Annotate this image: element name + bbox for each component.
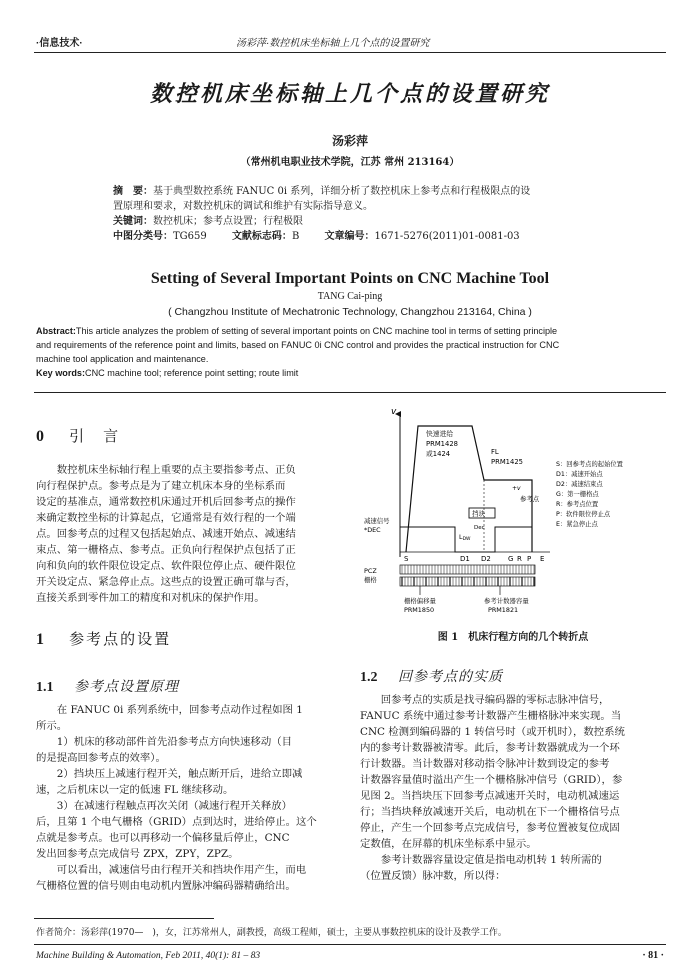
cn-keywords-label: 关键词： (113, 216, 153, 227)
para-line: 发出回参考点完成信号 ZPX，ZPY，ZPZ。 (36, 848, 239, 860)
block-label: 挡块 (472, 510, 486, 518)
author-bio: 作者简介：汤彩萍(1970— )，女，江苏常州人，副教授，高级工程师，硕士，主要从事数控机床的设计及教学工作。 (36, 928, 507, 938)
legend-item: E：紧急停止点 (556, 521, 598, 528)
en-abstract-l2: and requirements of the reference point and limits, based on FANUC 0i CNC control and provides the practical instruction for CNC (36, 340, 560, 350)
intro-line: 向行程保护点。参考点是为了建立机床本身的坐标系而 (36, 480, 286, 492)
running-title: 汤彩萍·数控机床坐标轴上几个点的设置研究 (236, 38, 430, 49)
en-affiliation: ( Changzhou Institute of Mechatronic Technology, Changzhou 213164, China ) (168, 306, 532, 318)
pos-s: S (404, 555, 409, 563)
figure-caption: 图 1 机床行程方向的几个转折点 (437, 632, 589, 643)
para-line: 参考计数器容量设定值是指电动机转 1 转所需的 (380, 854, 602, 866)
intro-line: 向和负向的软件限位设定点、软件限位停止点、硬件限位 (36, 560, 296, 572)
section-0-title: 引 言 (69, 427, 121, 445)
para-line: CNC 检测到编码器的 1 转信号时（或开机时），数控系统 (360, 726, 625, 738)
section-1-2-body (360, 692, 666, 884)
para-line: 行；当挡块释放减速开关后，电动机在下一个栅格信号点 (360, 806, 620, 818)
cn-title: 数控机床坐标轴上几个点的设置研究 (149, 81, 550, 107)
legend-item: D2：减速结束点 (556, 481, 603, 488)
para-line: 3）在减速行程触点再次关闭（减速行程开关释放） (56, 800, 292, 812)
para-line: 可以看出，减速信号由行程开关和挡块作用产生，而电 (56, 864, 307, 876)
ldw-sub: DW (462, 537, 471, 542)
header-rule (34, 52, 666, 53)
section-1-1-heading (36, 676, 179, 696)
para-line: （位置反馈）脉冲数，所以得： (360, 870, 506, 882)
legend-item: G：第一栅格点 (556, 491, 599, 498)
prm1821-label: PRM1821 (488, 606, 519, 614)
article-label: 文章编号： (324, 231, 375, 242)
journal-citation: Machine Building & Automation, Feb 2011, 40(1): 81 – 83 (36, 951, 261, 961)
pos-p: P (527, 555, 532, 563)
section-1-1-title: 参考点设置原理 (73, 679, 179, 695)
para-line: 见图 2。当挡块压下回参考点减速开关时，电动机减速运 (360, 790, 620, 802)
prm1850-label: PRM1850 (404, 606, 435, 614)
cn-affiliation: （常州机电职业技术学院，江苏 常州 213164） (240, 157, 460, 168)
para-line: 速，之后机床以一定的低速 FL 继续移动。 (36, 784, 234, 796)
cn-author: 汤彩萍 (331, 134, 368, 148)
intro-line: 点。回参考点的过程又包括起始点、减速开始点、减速结 (36, 528, 296, 540)
figure-1 (360, 402, 666, 624)
cn-keywords: 数控机床；参考点设置；行程极限 (153, 216, 303, 227)
grid-offset-label: 栅格偏移量 (404, 597, 436, 605)
para-line: 后，且第 1 个电气栅格（GRID）点到达时，进给停止。这个 (36, 816, 317, 828)
para-line: 的是提高回参考点的效率）。 (36, 752, 166, 764)
vplus-label: +v (512, 485, 521, 492)
para-line: 气栅格位置的信号则由电动机内置脉冲编码器精确给出。 (36, 880, 296, 892)
ldw-label (459, 533, 471, 542)
intro-line: 直接关系到零件加工的精度和对机床的保护作用。 (36, 592, 265, 604)
doc-label: 文献标志码： (231, 231, 292, 242)
clc-label: 中图分类号： (113, 231, 173, 242)
section-1-title: 参考点的设置 (69, 630, 172, 648)
section-1-1-body (36, 702, 342, 894)
legend-item: S：回参考点的起始位置 (556, 461, 623, 468)
en-title: Setting of Several Important Points on CNC Machine Tool (150, 270, 550, 287)
para-line: 在 FANUC 0i 系列系统中，回参考点动作过程如图 1 (56, 704, 303, 716)
cn-abstract (113, 184, 613, 244)
en-keywords-label: Key words: (36, 368, 86, 378)
article-value: 1671-5276(2011)01-0081-03 (374, 231, 520, 242)
or1424-label: 或1424 (426, 450, 451, 458)
pos-g: G (508, 555, 514, 563)
doc-value: B (291, 231, 300, 242)
grid-label: 栅格 (364, 576, 377, 584)
footer-rule (34, 944, 666, 945)
pos-d2: D2 (481, 555, 491, 563)
section-0-number: 0 (36, 428, 44, 445)
para-line: 1）机床的移动部件首先沿参考点方向快速移动（目 (56, 736, 292, 748)
para-line: FANUC 系统中通过参考计数器产生栅格脉冲来实现。当 (360, 710, 622, 722)
para-line: 内的参考计数器被清零。此后，参考计数器就成为一个环 (360, 742, 620, 754)
intro-line: 来确定数控坐标的计算起点，它通常是有效行程的一个端 (36, 512, 296, 524)
section-1-number: 1 (36, 631, 44, 648)
prm1428-label: PRM1428 (426, 440, 458, 448)
intro-line: 开关设定点、紧急停止点。这些点的设置正确可靠与否， (36, 576, 296, 588)
dec-label: *DEC (364, 526, 381, 534)
legend-item: D1：减速开始点 (556, 471, 603, 478)
cn-abstract-l2: 置原理和要求，对数控机床的调试和维护有实际指导意义。 (113, 201, 373, 212)
footnote-rule (34, 918, 214, 919)
legend-item: P：软件限位停止点 (556, 511, 611, 518)
pcz-label: PCZ (364, 567, 377, 575)
section-1-1-number: 1.1 (36, 680, 54, 695)
en-abstract-l3: machine tool application and maintenance. (36, 354, 209, 364)
figure-legend (556, 459, 624, 528)
ref-counter-label: 参考计数器容量 (484, 597, 529, 605)
refpt-label: 参考点 (520, 495, 540, 503)
prm1425-label: PRM1425 (491, 458, 523, 466)
pos-e: E (540, 555, 545, 563)
cn-abstract-label: 摘 要： (113, 186, 153, 197)
en-author: TANG Cai-ping (317, 291, 383, 302)
intro-line: 设定的基准点，通常数控机床通过开机后回参考点的操作 (36, 496, 296, 508)
intro-body (36, 462, 342, 606)
para-line: 计数器容量值时溢出产生一个栅格脉冲信号（GRID），参 (360, 774, 623, 786)
para-line: 点就是参考点。也可以再移动一个偏移量后停止，CNC (36, 832, 290, 844)
pos-r: R (517, 555, 522, 563)
section-1-heading (36, 628, 171, 649)
intro-line: 数控机床坐标轴行程上重要的点主要指参考点、正负 (56, 464, 296, 476)
en-keywords: CNC machine tool; reference point setting; route limit (85, 368, 299, 378)
section-1-2-number: 1.2 (360, 670, 378, 685)
clc-value: TG659 (173, 231, 207, 242)
legend-item: R：参考点位置 (556, 501, 599, 508)
ldw-letter: L (459, 533, 463, 541)
section-1-2-title: 回参考点的实质 (397, 669, 503, 685)
fast-label: 快速进给 (426, 430, 454, 438)
header-section: ·信息技术· (36, 38, 83, 49)
decel-signal-label: 减速信号 (364, 517, 390, 525)
pulse-ticks (402, 565, 534, 586)
para-line: 回参考点的实质是找寻编码器的零标志脉冲信号， (380, 694, 610, 706)
abstract-rule (34, 392, 666, 393)
v-axis-label: v (391, 407, 397, 417)
en-abstract (36, 324, 666, 380)
cn-abstract-l1: 基于典型数控系统 FANUC 0i 系列，详细分析了数控机床上参考点和行程极限点的设 (153, 186, 531, 197)
section-1-2-heading (360, 666, 503, 686)
en-abstract-l1: This article analyzes the problem of setting of several important points on CNC machine tool in terms of setting principle (75, 326, 558, 336)
dec-dist-label: Dec (474, 525, 485, 531)
para-line: 2）挡块压上减速行程开关，触点断开后，进给立即减 (56, 768, 303, 780)
page-number: · 81 · (642, 950, 664, 961)
pos-d1: D1 (460, 555, 470, 563)
para-line: 停止，产生一个回参考点完成信号，参考位置被复位成固 (360, 822, 620, 834)
para-line: 定数值，在屏幕的机床坐标系中显示。 (360, 838, 537, 850)
en-abstract-label: Abstract: (36, 326, 76, 336)
fl-label: FL (491, 448, 499, 456)
section-0-heading (36, 425, 120, 446)
intro-line: 束点、第一栅格点、参考点。正负向行程保护点包括了正 (36, 544, 296, 556)
para-line: 所示。 (36, 720, 68, 732)
para-line: 行计数器。当计数器对移动指令脉冲计数到设定的参考 (360, 758, 610, 770)
